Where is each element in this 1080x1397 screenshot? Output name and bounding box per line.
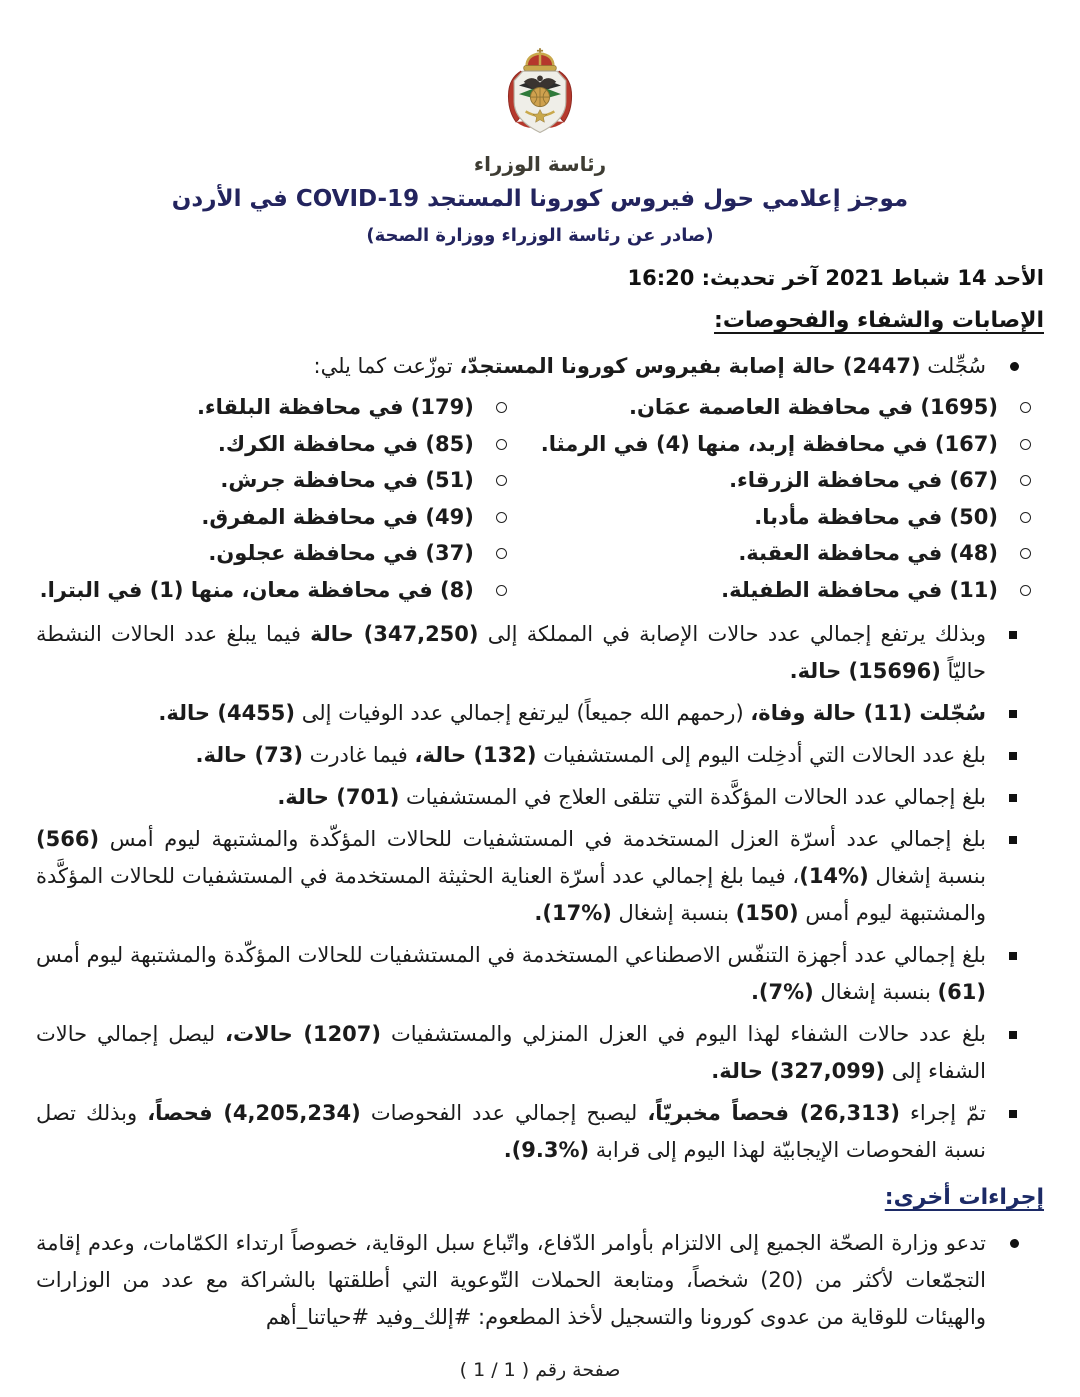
- highlight-value: (132) حالة،: [414, 743, 537, 767]
- highlight-value: (347,250) حالة: [310, 622, 479, 646]
- highlight-value: (2447) حالة إصابة بفيروس كورونا المستجدّ،: [459, 354, 921, 378]
- text-run: بلغ عدد الحالات التي أدخِلت اليوم إلى المستشفيات: [536, 743, 986, 767]
- governorate-item: (167) في محافظة إربد، منها (4) في الرمثا.: [520, 426, 1044, 463]
- governorate-item: (50) في محافظة مأدبا.: [520, 499, 1044, 536]
- highlight-value: (4455) حالة.: [158, 701, 296, 725]
- stat-item: [36, 779, 1044, 816]
- text-run: ليصل إجمالي حالات الشفاء إلى: [36, 1022, 986, 1083]
- highlight-value: (73) حالة.: [195, 743, 303, 767]
- other-measures-bullet: [36, 1225, 1044, 1336]
- highlight-value: (%7).: [750, 980, 814, 1004]
- text-run: بلغ إجمالي عدد الحالات المؤكَّدة التي تتلقى العلاج في المستشفيات: [399, 785, 986, 809]
- governorate-item: (179) في محافظة البلقاء.: [36, 389, 520, 426]
- governorate-list-right: [520, 389, 1044, 608]
- document-header: [36, 46, 1044, 292]
- text-run: بلغ إجمالي عدد أجهزة التنفّس الاصطناعي المستخدمة في المستشفيات للحالات المؤكّدة والمشتبهة ليوم أمس: [36, 943, 986, 967]
- governorate-item: (11) في محافظة الطفيلة.: [520, 572, 1044, 609]
- highlight-value: (26,313) فحصاً مخبريّاً،: [647, 1101, 900, 1125]
- text-run: وبذلك تصل نسبة الفحوصات الإيجابيّة لهذا اليوم إلى قرابة: [36, 1101, 986, 1162]
- text-run: وبذلك يرتفع إجمالي عدد حالات الإصابة في المملكة إلى: [478, 622, 986, 646]
- highlight-value: (566): [36, 827, 100, 851]
- stat-item: [36, 695, 1044, 732]
- stat-item: [36, 1016, 1044, 1090]
- highlight-value: (150): [735, 901, 799, 925]
- text-run: (رحمهم الله جميعاً) ليرتفع إجمالي عدد الوفيات إلى: [295, 701, 751, 725]
- text-run: بنسبة إشغال: [611, 901, 736, 925]
- highlight-value: (4,205,234) فحصاً،: [147, 1101, 361, 1125]
- governorate-columns: [36, 389, 1044, 608]
- logo-script-text: رئاسة الوزراء: [473, 152, 607, 176]
- highlight-value: (701) حالة.: [277, 785, 400, 809]
- text-run: فيما غادرت: [302, 743, 415, 767]
- text-run: فيما يبلغ عدد الحالات النشطة حاليّاً: [36, 622, 986, 683]
- text-run: بنسبة إشغال: [868, 864, 986, 888]
- highlight-value: (327,099) حالة.: [711, 1059, 886, 1083]
- governorate-item: (37) في محافظة عجلون.: [36, 535, 520, 572]
- stat-item: [36, 937, 1044, 1011]
- text-run: ليصبح إجمالي عدد الفحوصات: [360, 1101, 648, 1125]
- text-run: تدعو وزارة الصحّة الجميع إلى الالتزام بأوامر الدّفاع، واتّباع سبل الوقاية، خصوصاً ارتداء الكمّامات، وعدم إقامة التجمّعات لأكثر من (20) شخصاً، ومتابعة الحملات التّوعوية التي أطلقتها بالشراكة مع عدد من الوزارات والهيئات للوقاية من عدوى كورونا والتسجيل لأخذ المطعوم: #إلك_وفيد #حياتنا_أهم: [36, 1231, 986, 1329]
- section-heading-cases: الإصابات والشفاء والفحوصات:: [714, 308, 1044, 333]
- text-run: ، فيما بلغ إجمالي عدد أسرّة العناية الحثيثة المستخدمة في المستشفيات للحالات المؤكَّدة والمشتبهة ليوم أمس: [36, 864, 986, 925]
- text-run: سُجِّلت: [920, 354, 986, 378]
- stat-item: [36, 737, 1044, 774]
- governorate-item: (8) في محافظة معان، منها (1) في البترا.: [36, 572, 520, 609]
- highlight-value: (%9.3).: [503, 1138, 590, 1162]
- stat-item: [36, 616, 1044, 690]
- highlight-value: سُجّلت (11) حالة وفاة،: [750, 701, 986, 725]
- text-run: بلغ عدد حالات الشفاء لهذا اليوم في العزل المنزلي والمستشفيات: [381, 1022, 986, 1046]
- jordan-coat-of-arms-icon: [473, 46, 607, 150]
- text-run: بلغ إجمالي عدد أسرّة العزل المستخدمة في المستشفيات للحالات المؤكّدة والمشتبهة ليوم أمس: [99, 827, 986, 851]
- document-title: موجز إعلامي حول فيروس كورونا المستجد COVID-19 في الأردن: [171, 186, 909, 212]
- highlight-value: (15696) حالة.: [789, 659, 941, 683]
- governorate-item: (51) في محافظة جرش.: [36, 462, 520, 499]
- highlight-value: (1207) حالات،: [225, 1022, 382, 1046]
- stat-item: [36, 1095, 1044, 1169]
- document-body: [36, 306, 1044, 1336]
- governorate-item: (49) في محافظة المفرق.: [36, 499, 520, 536]
- governorate-item: (67) في محافظة الزرقاء.: [520, 462, 1044, 499]
- governorate-list-left: [36, 389, 520, 608]
- cases-intro-bullet: [36, 348, 1044, 385]
- stat-item: [36, 821, 1044, 932]
- text-run: تمّ إجراء: [899, 1101, 986, 1125]
- highlight-value: (%17).: [534, 901, 612, 925]
- date-line: الأحد 14 شباط 2021 آخر تحديث: 16:20: [627, 266, 1044, 290]
- page-number: صفحة رقم ( 1 / 1 ): [459, 1359, 621, 1381]
- text-run: بنسبة إشغال: [813, 980, 938, 1004]
- highlight-value: (%14): [799, 864, 869, 888]
- governorate-item: (48) في محافظة العقبة.: [520, 535, 1044, 572]
- stats-list: [36, 616, 1044, 1169]
- governorate-item: (85) في محافظة الكرك.: [36, 426, 520, 463]
- logo: [36, 46, 1044, 176]
- document-subtitle: (صادر عن رئاسة الوزراء ووزارة الصحة): [366, 225, 714, 246]
- governorate-item: (1695) في محافظة العاصمة عمَان.: [520, 389, 1044, 426]
- text-run: توزّعت كما يلي:: [313, 354, 460, 378]
- section-heading-other: إجراءات أخرى:: [884, 1185, 1044, 1210]
- highlight-value: (61): [937, 980, 986, 1004]
